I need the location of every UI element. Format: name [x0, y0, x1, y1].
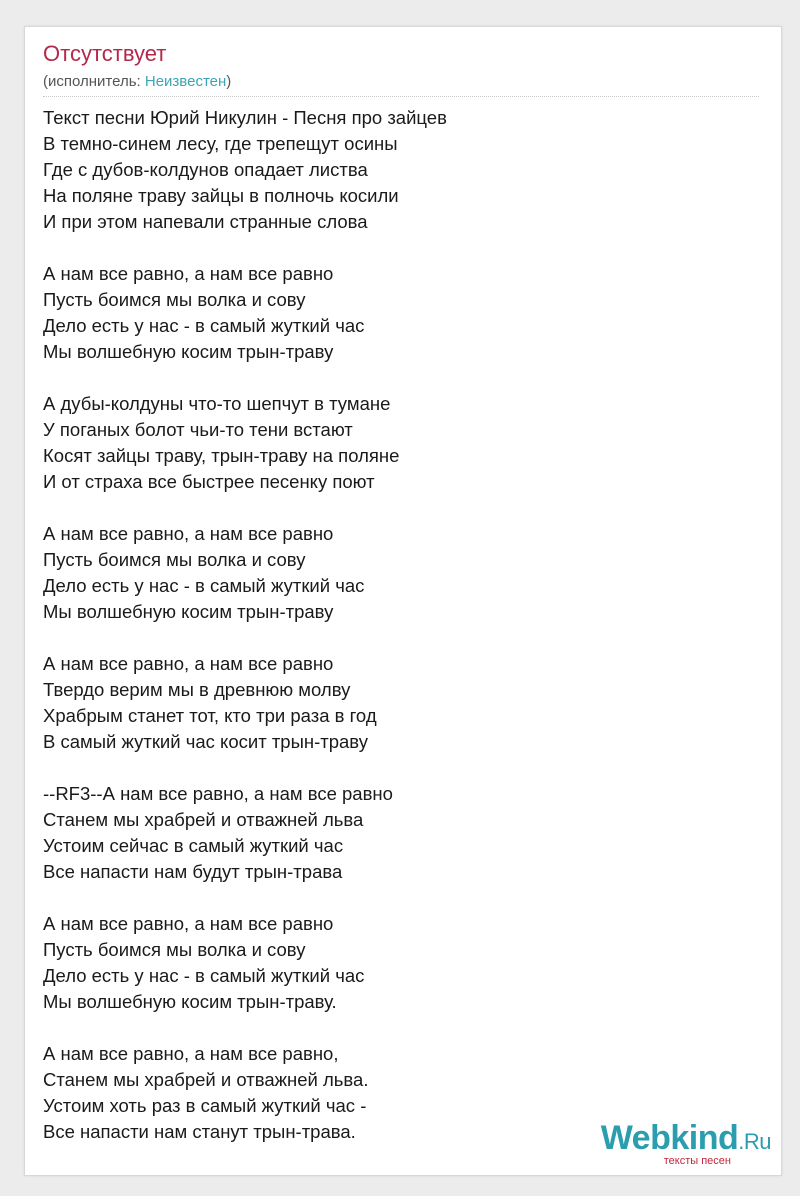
stanza	[43, 521, 763, 625]
lyric-line: В темно-синем лесу, где трепещут осины	[43, 133, 398, 154]
stanza	[43, 391, 763, 495]
artist-line	[43, 73, 231, 90]
lyric-line: На поляне траву зайцы в полночь косили	[43, 185, 399, 206]
lyric-line: --RF3--А нам все равно, а нам все равно	[43, 783, 393, 804]
lyric-line: Устоим сейчас в самый жуткий час	[43, 835, 344, 856]
lyric-line: А нам все равно, а нам все равно	[43, 913, 334, 934]
song-title: Отсутствует	[43, 41, 167, 66]
lyric-line: Дело есть у нас - в самый жуткий час	[43, 575, 365, 596]
lyric-line: Станем мы храбрей и отважней льва.	[43, 1069, 369, 1090]
lyric-line: И при этом напевали странные слова	[43, 211, 368, 232]
artist-suffix: )	[226, 73, 232, 90]
artist-link[interactable]: Неизвестен	[144, 73, 227, 90]
logo-tagline: тексты песен	[663, 1155, 731, 1167]
lyric-line: Дело есть у нас - в самый жуткий час	[43, 965, 365, 986]
lyric-line: Где с дубов-колдунов опадает листва	[43, 159, 368, 180]
lyric-line: Устоим хоть раз в самый жуткий час -	[43, 1095, 367, 1116]
lyric-line: У поганых болот чьи-то тени встают	[43, 419, 353, 440]
lyric-line: А нам все равно, а нам все равно,	[43, 1043, 339, 1064]
lyric-line: Станем мы храбрей и отважней льва	[43, 809, 364, 830]
header-divider	[43, 96, 759, 97]
lyric-line: Мы волшебную косим трын-траву.	[43, 991, 337, 1012]
artist-prefix: (исполнитель:	[43, 73, 145, 90]
lyric-line: Храбрым станет тот, кто три раза в год	[43, 705, 377, 726]
lyric-line: Все напасти нам будут трын-трава	[43, 861, 343, 882]
stanza	[43, 261, 763, 365]
lyric-line: Мы волшебную косим трын-траву	[43, 341, 334, 362]
lyric-line: Текст песни Юрий Никулин - Песня про зайцев	[43, 107, 447, 128]
webkind-logo	[601, 1121, 771, 1167]
lyric-line: Косят зайцы траву, трын-траву на поляне	[43, 445, 400, 466]
lyric-line: Пусть боимся мы волка и сову	[43, 939, 306, 960]
stanza	[43, 651, 763, 755]
lyric-line: Все напасти нам станут трын-трава.	[43, 1121, 356, 1142]
lyric-line: А дубы-колдуны что-то шепчут в тумане	[43, 393, 391, 414]
lyric-line: Мы волшебную косим трын-траву	[43, 601, 334, 622]
stanza	[43, 105, 763, 235]
lyric-line: А нам все равно, а нам все равно	[43, 263, 334, 284]
lyric-line: В самый жуткий час косит трын-траву	[43, 731, 368, 752]
lyric-line: Твердо верим мы в древнюю молву	[43, 679, 351, 700]
lyric-line: И от страха все быстрее песенку поют	[43, 471, 375, 492]
lyrics-sheet	[24, 26, 782, 1176]
logo-brand: Webkind	[600, 1119, 739, 1157]
lyric-line: Пусть боимся мы волка и сову	[43, 289, 306, 310]
lyrics-text	[43, 105, 763, 1171]
lyric-line: Пусть боимся мы волка и сову	[43, 549, 306, 570]
stanza	[43, 781, 763, 885]
logo-tld: .Ru	[738, 1129, 771, 1154]
lyric-line: А нам все равно, а нам все равно	[43, 523, 334, 544]
lyric-line: Дело есть у нас - в самый жуткий час	[43, 315, 365, 336]
stanza	[43, 911, 763, 1015]
lyric-line: А нам все равно, а нам все равно	[43, 653, 334, 674]
